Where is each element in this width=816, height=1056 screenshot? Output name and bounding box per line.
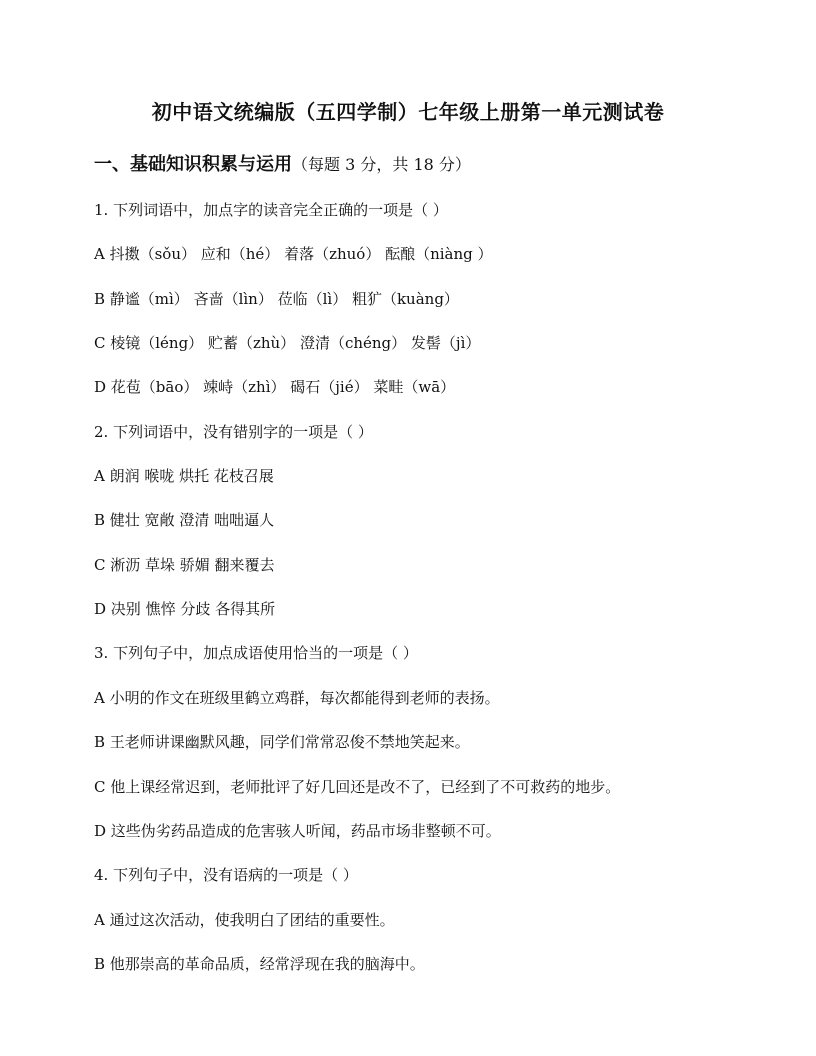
question-3-option-b: B 王老师讲课幽默风趣，同学们常常忍俊不禁地笑起来。 bbox=[94, 733, 470, 751]
question-2-option-d: D 决别 憔悴 分歧 各得其所 bbox=[94, 600, 276, 618]
question-3-option-a: A 小明的作文在班级里鹤立鸡群，每次都能得到老师的表扬。 bbox=[94, 689, 500, 707]
question-1-option-d: D 花苞（bāo） 竦峙（zhì） 碣石（jié） 菜畦（wā） bbox=[94, 378, 456, 396]
question-2-option-c: C 淅沥 草垛 骄媚 翻来覆去 bbox=[94, 556, 275, 574]
question-3-option-c: C 他上课经常迟到，老师批评了好几回还是改不了，已经到了不可救药的地步。 bbox=[94, 778, 621, 796]
question-1-option-c: C 棱镜（léng） 贮蓄（zhù） 澄清（chéng） 发髻（jì） bbox=[94, 334, 481, 352]
question-4-stem: 4. 下列句子中，没有语病的一项是（ ） bbox=[94, 866, 358, 884]
question-1-stem: 1. 下列词语中，加点字的读音完全正确的一项是（ ） bbox=[94, 201, 448, 219]
question-4-option-b: B 他那崇高的革命品质，经常浮现在我的脑海中。 bbox=[94, 955, 425, 973]
section-heading bbox=[94, 150, 471, 176]
question-1-option-a: A 抖擞（sǒu） 应和（hé） 着落（zhuó） 酝酿（niàng ） bbox=[94, 245, 493, 263]
question-2-option-b: B 健壮 宽敞 澄清 咄咄逼人 bbox=[94, 511, 275, 529]
question-1-option-b: B 静谧（mì） 吝啬（lìn） 莅临（lì） 粗犷（kuàng） bbox=[94, 290, 459, 308]
question-4-option-a: A 通过这次活动，使我明白了团结的重要性。 bbox=[94, 911, 395, 929]
page-title: 初中语文统编版（五四学制）七年级上册第一单元测试卷 bbox=[151, 100, 665, 124]
section-title: 一、基础知识积累与运用 bbox=[94, 154, 292, 175]
question-3-stem: 3. 下列句子中，加点成语使用恰当的一项是（ ） bbox=[94, 644, 418, 662]
section-score-note: （每题 3 分，共 18 分） bbox=[292, 155, 471, 174]
question-2-stem: 2. 下列词语中，没有错别字的一项是（ ） bbox=[94, 423, 373, 441]
question-3-option-d: D 这些伪劣药品造成的危害骇人听闻，药品市场非整顿不可。 bbox=[94, 822, 501, 840]
question-2-option-a: A 朗润 喉咙 烘托 花枝召展 bbox=[94, 467, 274, 485]
